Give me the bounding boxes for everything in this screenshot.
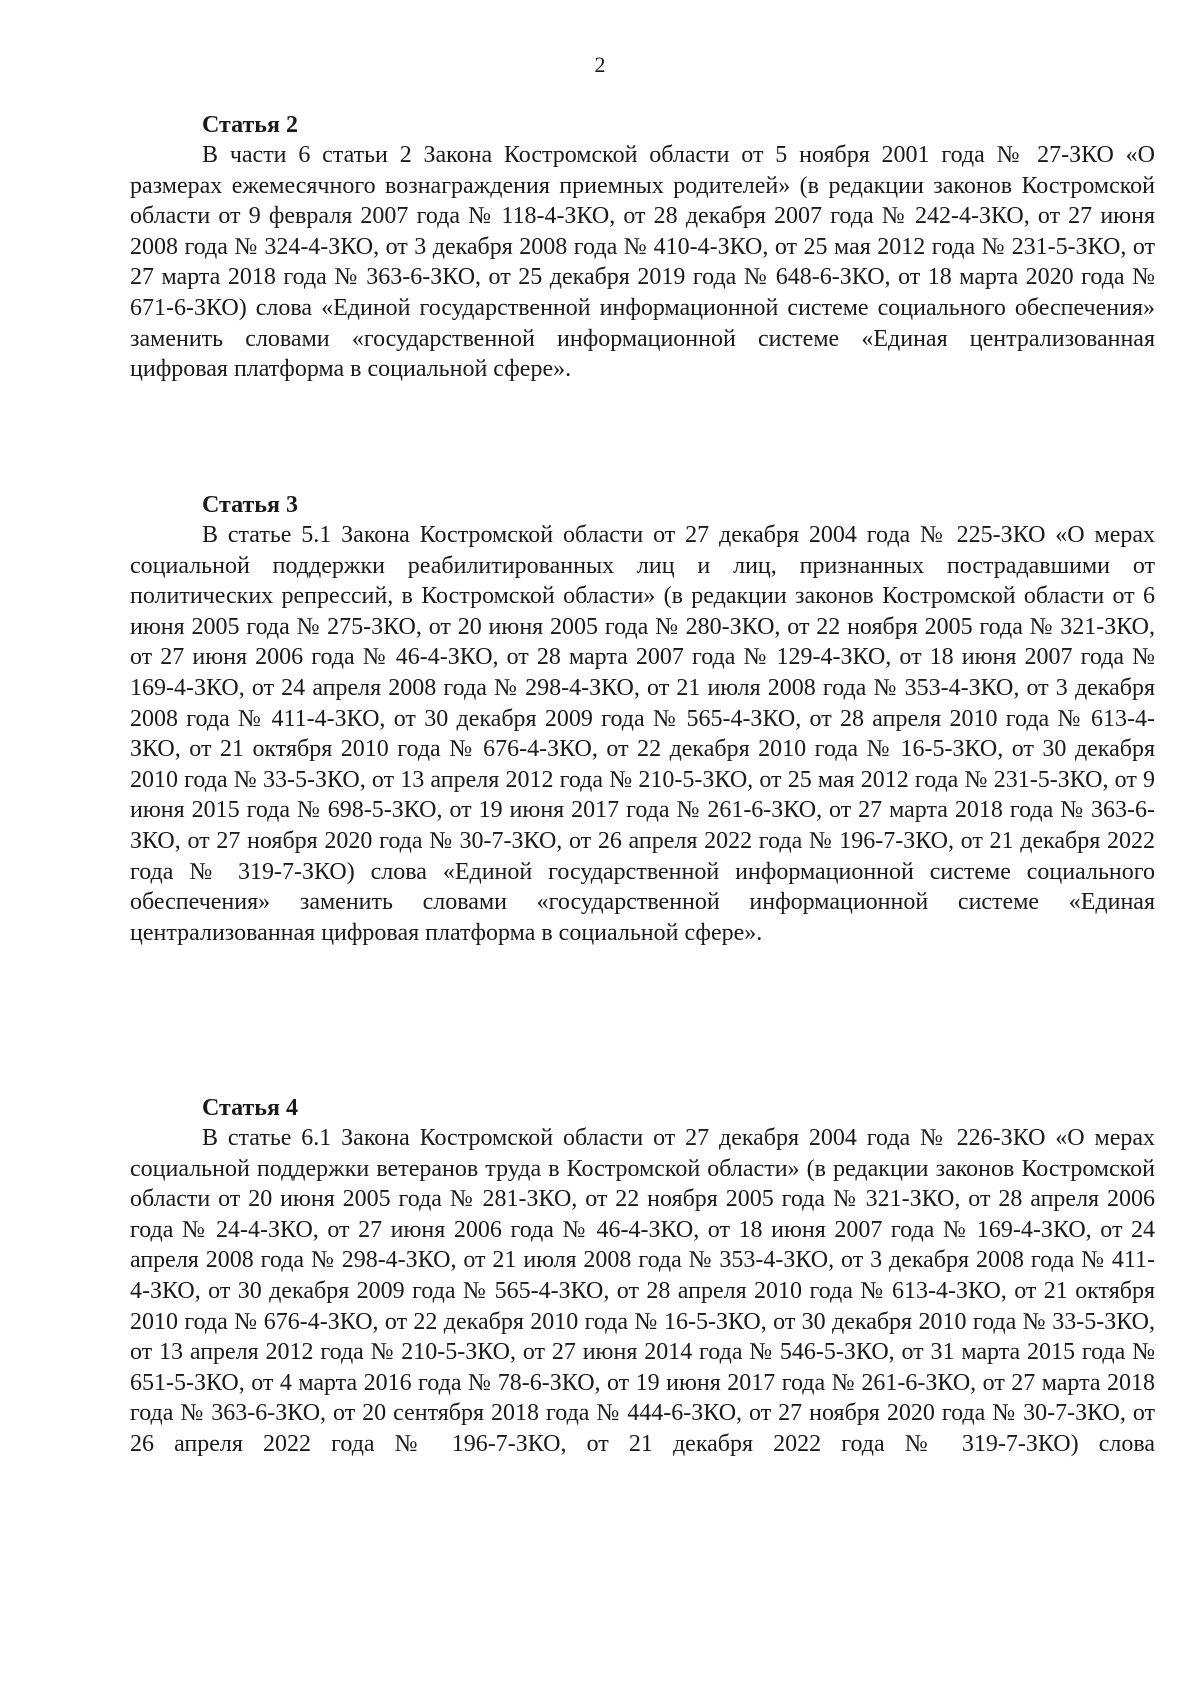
article-3 — [130, 490, 1155, 948]
article-title: Статья 4 — [202, 1095, 298, 1121]
article-text: В части 6 статьи 2 Закона Костромской области от 5 ноября 2001 года № 27-ЗКО «О размерах ежемесячного вознаграждения приемных родителей» (в редакции законов Костромской области от 9 февраля 2007 года № 118-4-ЗКО, от 28 декабря 2007 года № 242-4-ЗКО, от 27 июня 2008 года № 324-4-ЗКО, от 3 декабря 2008 года № 410-4-ЗКО, от 25 мая 2012 года № 231-5-ЗКО, от 27 марта 2018 года № 363-6-ЗКО, от 25 декабря 2019 года № 648-6-ЗКО, от 18 марта 2020 года № 671-6-ЗКО) слова «Единой государственной информационной системе социального обеспечения» заменить словами «государственной информационной системе «Единая централизованная цифровая платформа в социальной сфере». — [130, 142, 1155, 383]
article-title: Статья 3 — [202, 492, 298, 518]
page-number: 2 — [594, 52, 606, 77]
article-text: В статье 6.1 Закона Костромской области от 27 декабря 2004 года № 226-ЗКО «О мерах социальной поддержки ветеранов труда в Костромской области» (в редакции законов Костромской области от 20 июня 2005 года № 281-ЗКО, от 22 ноября 2005 года № 321-ЗКО, от 28 апреля 2006 года № 24-4-ЗКО, от 27 июня 2006 года № 46-4-ЗКО, от 18 июня 2007 года № 169-4-ЗКО, от 24 апреля 2008 года № 298-4-ЗКО, от 21 июля 2008 года № 353-4-ЗКО, от 3 декабря 2008 года № 411-4-ЗКО, от 30 декабря 2009 года № 565-4-ЗКО, от 28 апреля 2010 года № 613-4-ЗКО, от 21 октября 2010 года № 676-4-ЗКО, от 22 декабря 2010 года № 16-5-ЗКО, от 30 декабря 2010 года № 33-5-ЗКО, от 13 апреля 2012 года № 210-5-ЗКО, от 27 июня 2014 года № 546-5-ЗКО, от 31 марта 2015 года № 651-5-ЗКО, от 4 марта 2016 года № 78-6-ЗКО, от 19 июня 2017 года № 261-6-ЗКО, от 27 марта 2018 года № 363-6-ЗКО, от 20 сентября 2018 года № 444-6-ЗКО, от 27 ноября 2020 года № 30-7-ЗКО, от 26 апреля 2022 года № 196-7-ЗКО, от 21 декабря 2022 года № 319-7-ЗКО) слова — [130, 1125, 1155, 1457]
article-title: Статья 2 — [202, 112, 298, 138]
article-4 — [130, 1093, 1155, 1460]
article-2 — [130, 110, 1155, 385]
article-text: В статье 5.1 Закона Костромской области от 27 декабря 2004 года № 225-ЗКО «О мерах социальной поддержки реабилитированных лиц и лиц, признанных пострадавшими от политических репрессий, в Костромской области» (в редакции законов Костромской области от 6 июня 2005 года № 275-ЗКО, от 20 июня 2005 года № 280-ЗКО, от 22 ноября 2005 года № 321-ЗКО, от 27 июня 2006 года № 46-4-ЗКО, от 28 марта 2007 года № 129-4-ЗКО, от 18 июня 2007 года № 169-4-ЗКО, от 24 апреля 2008 года № 298-4-ЗКО, от 21 июля 2008 года № 353-4-ЗКО, от 3 декабря 2008 года № 411-4-ЗКО, от 30 декабря 2009 года № 565-4-ЗКО, от 28 апреля 2010 года № 613-4-ЗКО, от 21 октября 2010 года № 676-4-ЗКО, от 22 декабря 2010 года № 16-5-ЗКО, от 30 декабря 2010 года № 33-5-ЗКО, от 13 апреля 2012 года № 210-5-ЗКО, от 25 мая 2012 года № 231-5-ЗКО, от 9 июня 2015 года № 698-5-ЗКО, от 19 июня 2017 года № 261-6-ЗКО, от 27 марта 2018 года № 363-6-ЗКО, от 27 ноября 2020 года № 30-7-ЗКО, от 26 апреля 2022 года № 196-7-ЗКО, от 21 декабря 2022 года № 319-7-ЗКО) слова «Единой государственной информационной системе социального обеспечения» заменить словами «государственной информационной системе «Единая централизованная цифровая платформа в социальной сфере». — [130, 522, 1155, 946]
